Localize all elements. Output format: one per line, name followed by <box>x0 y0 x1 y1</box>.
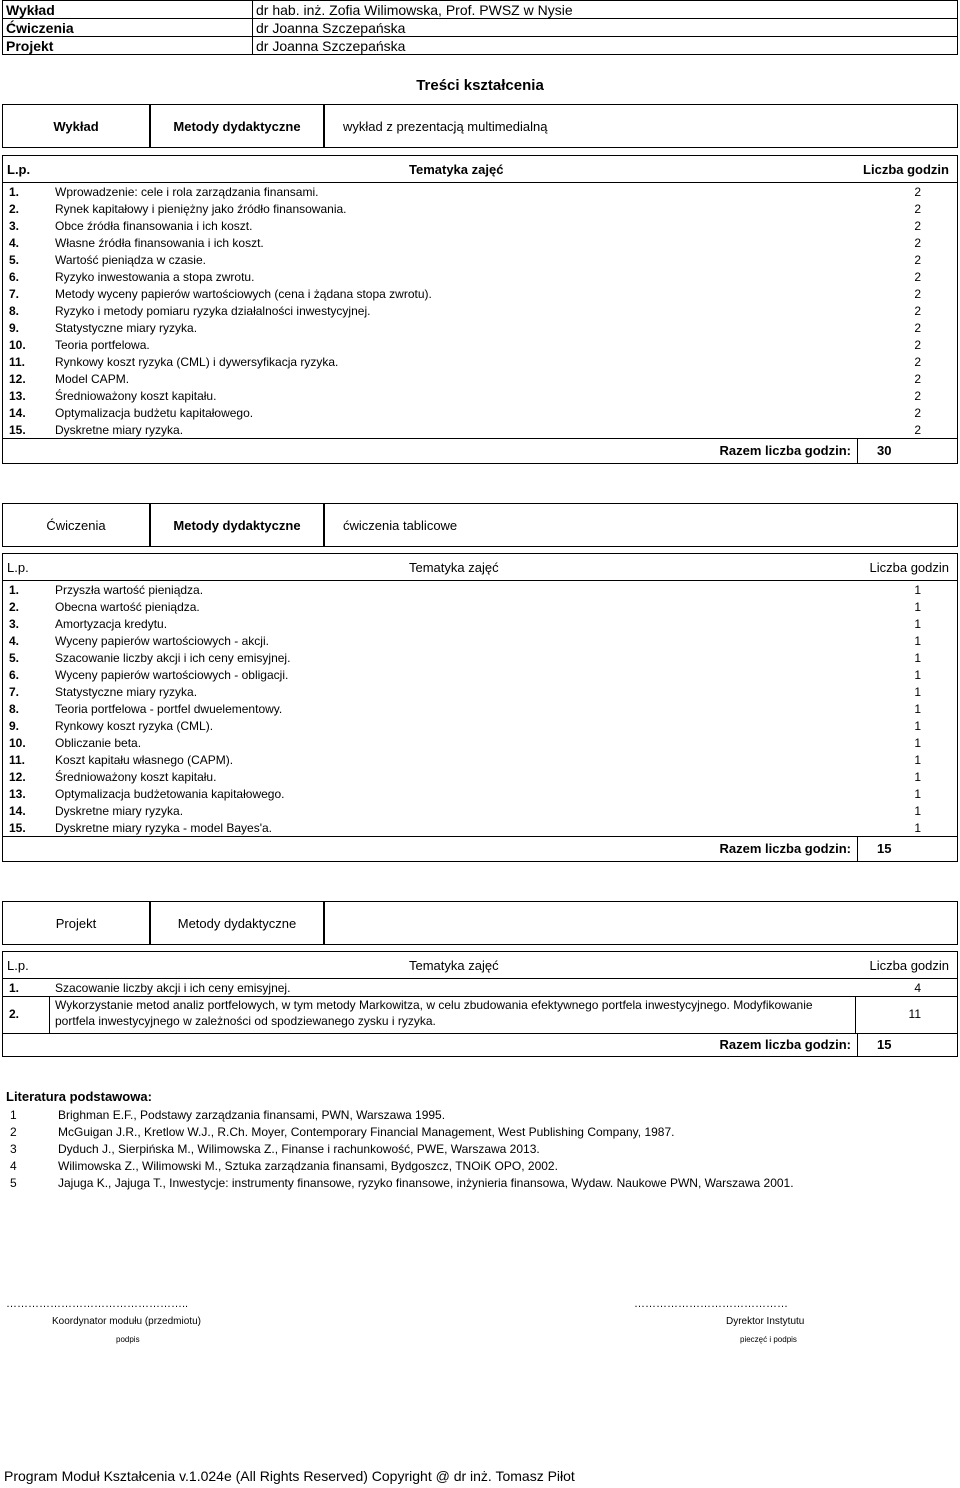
literature-number: 4 <box>10 1159 17 1173</box>
row-hours: 2 <box>914 423 921 437</box>
row-number: 2. <box>9 202 20 216</box>
instructor-type: Ćwiczenia <box>3 19 253 37</box>
instructor-type: Projekt <box>3 37 253 55</box>
row-topic: Optymalizacja budżetowania kapitałowego. <box>55 787 285 801</box>
row-hours: 2 <box>914 389 921 403</box>
instructor-name: dr hab. inż. Zofia Wilimowska, Prof. PWSZ w Nysie <box>253 1 958 19</box>
row-divider <box>855 997 856 1033</box>
row-number: 13. <box>9 389 26 403</box>
coordinator-label: Koordynator modułu (przedmiotu) <box>52 1316 201 1327</box>
row-hours: 1 <box>914 600 921 614</box>
table-row <box>3 251 957 268</box>
row-number: 14. <box>9 804 26 818</box>
row-number: 3. <box>9 219 20 233</box>
row-number: 5. <box>9 651 20 665</box>
table-row <box>3 336 957 353</box>
table-row <box>3 183 957 200</box>
row-number: 13. <box>9 787 26 801</box>
row-number: 11. <box>9 753 26 767</box>
row-hours: 1 <box>914 702 921 716</box>
row-topic: Wprowadzenie: cele i rola zarządzania finansami. <box>55 185 319 199</box>
table-row <box>3 768 957 785</box>
table-row <box>3 421 957 438</box>
lecture-total-row <box>3 438 957 463</box>
row-number: 1. <box>9 981 20 995</box>
instructor-name: dr Joanna Szczepańska <box>253 37 958 55</box>
literature-reference: Brighman E.F., Podstawy zarządzania finansami, PWN, Warszawa 1995. <box>58 1108 446 1122</box>
instructor-row <box>3 1 958 19</box>
row-hours: 4 <box>914 981 921 995</box>
total-divider <box>857 1034 858 1056</box>
literature-number: 1 <box>10 1108 17 1122</box>
project-topics-table <box>2 951 958 1057</box>
row-hours: 1 <box>914 736 921 750</box>
row-hours: 2 <box>914 321 921 335</box>
row-number: 12. <box>9 372 26 386</box>
row-topic: Ryzyko i metody pomiaru ryzyka działalności inwestycyjnej. <box>55 304 371 318</box>
row-topic: Statystyczne miary ryzyka. <box>55 321 198 335</box>
literature-number: 5 <box>10 1176 17 1190</box>
total-divider <box>857 439 858 463</box>
table-row <box>3 387 957 404</box>
instructor-row <box>3 37 958 55</box>
table-header <box>3 952 957 979</box>
signature-line-left: ………………………………………….. <box>6 1298 189 1310</box>
row-number: 6. <box>9 270 20 284</box>
row-topic: Dyskretne miary ryzyka. <box>55 804 184 818</box>
table-row <box>3 302 957 319</box>
table-row <box>3 979 957 996</box>
row-hours: 2 <box>914 270 921 284</box>
row-hours: 2 <box>914 287 921 301</box>
row-hours: 1 <box>914 617 921 631</box>
table-row <box>3 370 957 387</box>
table-row <box>3 683 957 700</box>
lecture-total-value: 30 <box>877 443 892 458</box>
row-hours: 2 <box>914 372 921 386</box>
row-topic: Rynek kapitałowy i pieniężny jako źródło finansowania. <box>55 202 347 216</box>
coordinator-sub: podpis <box>116 1335 140 1344</box>
literature-reference: Wilimowska Z., Wilimowski M., Sztuka zarządzania finansami, Bydgoszcz, TNOiK OPO, 2002. <box>58 1159 558 1173</box>
table-row <box>3 996 957 1033</box>
project-methods-row <box>2 901 958 945</box>
table-row <box>3 268 957 285</box>
row-number: 8. <box>9 702 20 716</box>
instructor-type: Wykład <box>3 1 253 19</box>
table-row <box>3 802 957 819</box>
literature-item <box>2 1174 958 1191</box>
row-topic: Rynkowy koszt ryzyka (CML). <box>55 719 214 733</box>
row-topic: Ryzyko inwestowania a stopa zwrotu. <box>55 270 255 284</box>
project-type-label: Projekt <box>3 902 151 944</box>
instructor-row <box>3 19 958 37</box>
literature-list <box>2 1106 958 1191</box>
row-hours: 1 <box>914 685 921 699</box>
row-topic: Teoria portfelowa. <box>55 338 150 352</box>
table-row <box>3 717 957 734</box>
row-number: 2. <box>9 600 20 614</box>
row-number: 2. <box>9 1007 20 1021</box>
lecture-topics-table <box>2 155 958 464</box>
total-divider <box>857 837 858 861</box>
table-row <box>3 751 957 768</box>
row-number: 8. <box>9 304 20 318</box>
row-number: 4. <box>9 634 20 648</box>
footer-copyright: Program Moduł Kształcenia v.1.024e (All Rights Reserved) Copyright @ dr inż. Tomasz Piłot <box>4 1468 575 1484</box>
table-row <box>3 353 957 370</box>
lecture-rows <box>3 183 957 438</box>
row-hours: 1 <box>914 804 921 818</box>
row-hours: 1 <box>914 821 921 835</box>
row-topic: Obliczanie beta. <box>55 736 142 750</box>
row-hours: 2 <box>914 202 921 216</box>
col-lp-header: L.p. <box>7 560 29 575</box>
literature-item <box>2 1106 958 1123</box>
page-title: Treści kształcenia <box>416 77 544 94</box>
literature-number: 2 <box>10 1125 17 1139</box>
col-topic-header: Tematyka zajęć <box>409 560 499 575</box>
row-hours: 1 <box>914 753 921 767</box>
row-topic: Obecna wartość pieniądza. <box>55 600 200 614</box>
row-hours: 2 <box>914 236 921 250</box>
methods-label: Metody dydaktyczne <box>151 504 325 546</box>
literature-reference: Jajuga K., Jajuga T., Inwestycje: instrumenty finansowe, ryzyko finansowe, inżynieria finansowa, Wydaw. Naukowe PWN, Warszawa 2001. <box>58 1176 794 1190</box>
row-hours: 1 <box>914 770 921 784</box>
col-hours-header: Liczba godzin <box>863 162 949 177</box>
row-topic: Dyskretne miary ryzyka - model Bayes'a. <box>55 821 273 835</box>
table-row <box>3 200 957 217</box>
table-row <box>3 404 957 421</box>
row-hours: 1 <box>914 787 921 801</box>
row-topic: Wyceny papierów wartościowych - akcji. <box>55 634 269 648</box>
row-topic: Przyszła wartość pieniądza. <box>55 583 204 597</box>
row-number: 3. <box>9 617 20 631</box>
row-number: 12. <box>9 770 26 784</box>
literature-item <box>2 1123 958 1140</box>
literature-heading: Literatura podstawowa: <box>6 1089 152 1104</box>
table-row <box>3 785 957 802</box>
col-topic-header: Tematyka zajęć <box>409 958 499 973</box>
col-lp-header: L.p. <box>7 162 31 177</box>
row-hours: 1 <box>914 719 921 733</box>
row-number: 7. <box>9 287 20 301</box>
table-row <box>3 217 957 234</box>
row-hours: 2 <box>914 355 921 369</box>
director-label: Dyrektor Instytutu <box>726 1316 805 1327</box>
row-number: 10. <box>9 338 26 352</box>
table-header <box>3 156 957 183</box>
row-topic: Optymalizacja budżetu kapitałowego. <box>55 406 254 420</box>
row-number: 9. <box>9 321 20 335</box>
table-row <box>3 666 957 683</box>
row-topic: Szacowanie liczby akcji i ich ceny emisyjnej. <box>55 981 291 995</box>
row-topic: Koszt kapitału własnego (CAPM). <box>55 753 234 767</box>
row-number: 15. <box>9 423 26 437</box>
row-hours: 2 <box>914 304 921 318</box>
row-number: 10. <box>9 736 26 750</box>
row-hours: 2 <box>914 185 921 199</box>
total-label: Razem liczba godzin: <box>719 443 851 458</box>
row-topic: Statystyczne miary ryzyka. <box>55 685 198 699</box>
row-hours: 2 <box>914 253 921 267</box>
lecture-type-label: Wykład <box>3 105 151 147</box>
exercises-topics-table <box>2 553 958 862</box>
table-row <box>3 632 957 649</box>
row-topic: Obce źródła finansowania i ich koszt. <box>55 219 253 233</box>
row-number: 1. <box>9 185 20 199</box>
table-row <box>3 700 957 717</box>
signature-line-right: …………………………………… <box>634 1298 788 1310</box>
row-number: 5. <box>9 253 20 267</box>
row-topic: Dyskretne miary ryzyka. <box>55 423 184 437</box>
row-topic-line1: Wykorzystanie metod analiz portfelowych, w tym metody Markowitza, w celu zbudowania efektywnego portfela inwestycyjnego. Modyfikowanie <box>55 998 813 1012</box>
col-lp-header: L.p. <box>7 958 29 973</box>
exercises-methods-row <box>2 503 958 547</box>
table-row <box>3 581 957 598</box>
total-label: Razem liczba godzin: <box>719 1037 851 1052</box>
row-hours: 1 <box>914 634 921 648</box>
table-header <box>3 554 957 581</box>
row-hours: 1 <box>914 583 921 597</box>
row-number: 11. <box>9 355 26 369</box>
literature-item <box>2 1140 958 1157</box>
row-topic: Amortyzacja kredytu. <box>55 617 168 631</box>
row-topic: Wartość pieniądza w czasie. <box>55 253 206 267</box>
table-row <box>3 319 957 336</box>
row-topic: Szacowanie liczby akcji i ich ceny emisyjnej. <box>55 651 291 665</box>
row-topic: Średnioważony koszt kapitału. <box>55 770 217 784</box>
exercises-methods-value: ćwiczenia tablicowe <box>343 517 458 533</box>
row-hours: 2 <box>914 219 921 233</box>
table-row <box>3 615 957 632</box>
row-number: 1. <box>9 583 20 597</box>
row-number: 15. <box>9 821 26 835</box>
exercises-type-label: Ćwiczenia <box>3 504 151 546</box>
row-topic: Wyceny papierów wartościowych - obligacji. <box>55 668 289 682</box>
row-topic: Rynkowy koszt ryzyka (CML) i dywersyfikacja ryzyka. <box>55 355 339 369</box>
instructor-table <box>2 0 958 55</box>
row-topic: Teoria portfelowa - portfel dwuelementowy. <box>55 702 283 716</box>
row-number: 7. <box>9 685 20 699</box>
table-row <box>3 598 957 615</box>
col-hours-header: Liczba godzin <box>869 958 949 973</box>
total-label: Razem liczba godzin: <box>719 841 851 856</box>
row-divider <box>49 997 50 1033</box>
methods-label: Metody dydaktyczne <box>151 105 325 147</box>
col-topic-header: Tematyka zajęć <box>409 162 504 177</box>
literature-reference: McGuigan J.R., Kretlow W.J., R.Ch. Moyer, Contemporary Financial Management, West Publishing Company, 1987. <box>58 1125 675 1139</box>
exercises-total-value: 15 <box>877 841 892 856</box>
project-total-row <box>3 1033 957 1056</box>
exercises-rows <box>3 581 957 836</box>
row-number: 6. <box>9 668 20 682</box>
row-hours: 2 <box>914 338 921 352</box>
literature-number: 3 <box>10 1142 17 1156</box>
instructor-name: dr Joanna Szczepańska <box>253 19 958 37</box>
project-total-value: 15 <box>877 1037 892 1052</box>
methods-label: Metody dydaktyczne <box>151 902 325 944</box>
lecture-methods-value: wykład z prezentacją multimedialną <box>343 118 548 134</box>
row-topic-line2: portfela inwestycyjnego w zależności od spodziewanego zysku i ryzyka. <box>55 1014 436 1028</box>
table-row <box>3 734 957 751</box>
col-hours-header: Liczba godzin <box>869 560 949 575</box>
row-number: 4. <box>9 236 20 250</box>
row-hours: 1 <box>914 651 921 665</box>
table-row <box>3 234 957 251</box>
row-topic: Średnioważony koszt kapitału. <box>55 389 217 403</box>
row-topic: Własne źródła finansowania i ich koszt. <box>55 236 264 250</box>
literature-item <box>2 1157 958 1174</box>
row-hours: 2 <box>914 406 921 420</box>
row-hours: 1 <box>914 668 921 682</box>
director-sub: pieczęć i podpis <box>740 1335 797 1344</box>
table-row <box>3 285 957 302</box>
row-topic: Model CAPM. <box>55 372 130 386</box>
table-row <box>3 819 957 836</box>
row-topic: Metody wyceny papierów wartościowych (cena i żądana stopa zwrotu). <box>55 287 432 301</box>
exercises-total-row <box>3 836 957 861</box>
lecture-methods-row <box>2 104 958 148</box>
literature-reference: Dyduch J., Sierpińska M., Wilimowska Z., Finanse i rachunkowość, PWE, Warszawa 2013. <box>58 1142 540 1156</box>
row-number: 9. <box>9 719 20 733</box>
table-row <box>3 649 957 666</box>
row-hours: 11 <box>908 1007 921 1021</box>
row-number: 14. <box>9 406 26 420</box>
